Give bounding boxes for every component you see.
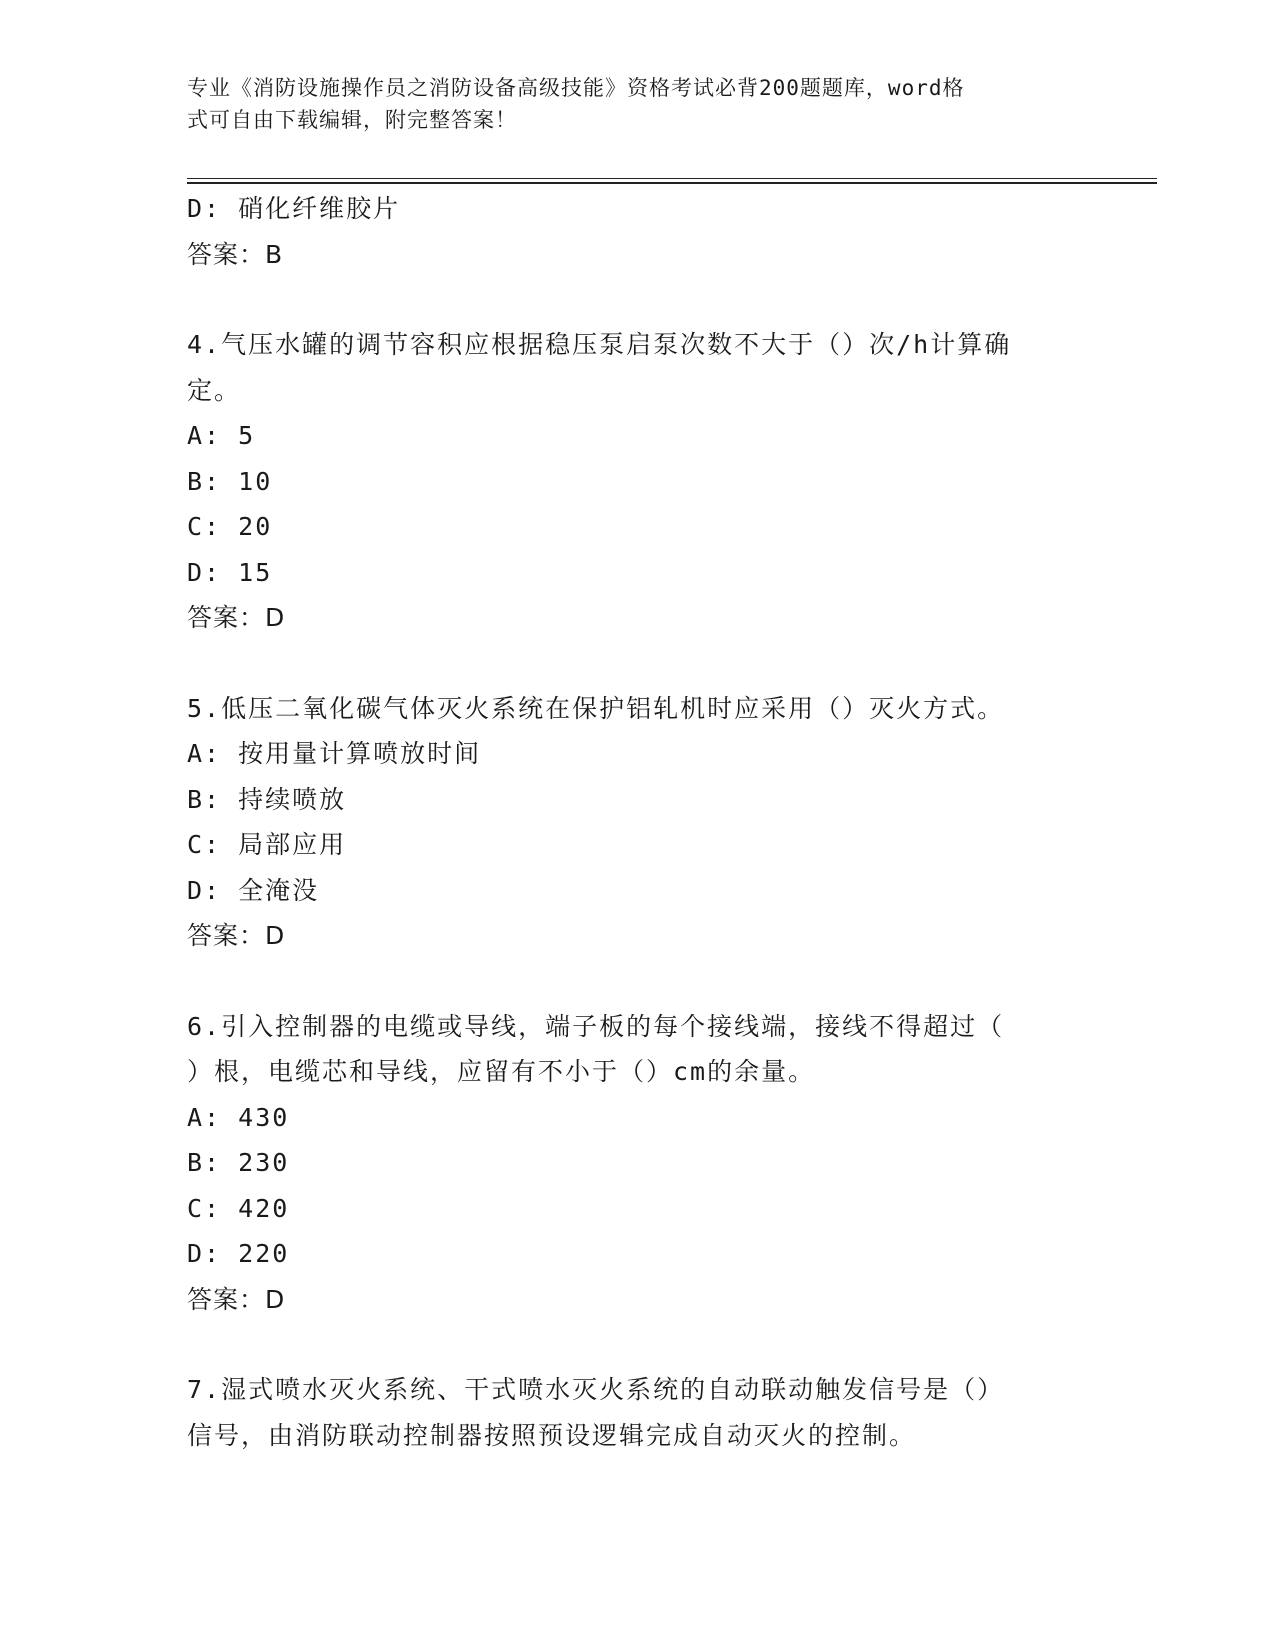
page-header xyxy=(187,72,1067,136)
question-7 xyxy=(187,1367,1067,1458)
option-c: C: 局部应用 xyxy=(187,830,347,859)
answer-line: 答案：D xyxy=(187,603,286,632)
header-line-1: 专业《消防设施操作员之消防设备高级技能》资格考试必背200题题库，word格 xyxy=(187,76,965,100)
option-d: D: 全淹没 xyxy=(187,875,320,905)
option-c: C: 20 xyxy=(187,512,273,541)
option-d: D: 220 xyxy=(187,1239,290,1268)
option-a: A: 5 xyxy=(187,421,256,450)
question-5 xyxy=(187,686,1067,959)
question-6 xyxy=(187,1004,1067,1323)
spacer xyxy=(187,1322,1067,1367)
answer-line: 答案：D xyxy=(187,921,286,950)
header-divider xyxy=(187,178,1157,184)
spacer xyxy=(187,641,1067,686)
option-a: A: 按用量计算喷放时间 xyxy=(187,739,482,768)
option-a: A: 430 xyxy=(187,1102,290,1132)
question-stem-continued: 定。 xyxy=(187,375,242,405)
option-b: B: 持续喷放 xyxy=(187,784,347,814)
header-line-2: 式可自由下载编辑，附完整答案！ xyxy=(187,108,517,132)
question-stem: 6.引入控制器的电缆或导线，端子板的每个接线端，接线不得超过（ xyxy=(187,1011,1005,1041)
option-b: B: 10 xyxy=(187,466,273,496)
answer-line: 答案：D xyxy=(187,1284,286,1314)
spacer xyxy=(187,277,1067,322)
question-stem: 7.湿式喷水灭火系统、干式喷水灭火系统的自动联动触发信号是（） xyxy=(187,1375,1005,1404)
option-d: D: 15 xyxy=(187,557,273,587)
question-stem-continued: ）根，电缆芯和导线，应留有不小于（）cm的余量。 xyxy=(187,1057,816,1086)
question-stem: 4.气压水罐的调节容积应根据稳压泵启泵次数不大于（）次/h计算确 xyxy=(187,330,1012,359)
question-4 xyxy=(187,322,1067,641)
question-stem-continued: 信号，由消防联动控制器按照预设逻辑完成自动灭火的控制。 xyxy=(187,1420,917,1450)
option-c: C: 420 xyxy=(187,1193,290,1223)
option-d: D: 硝化纤维胶片 xyxy=(187,194,401,223)
answer-line: 答案：B xyxy=(187,239,284,269)
spacer xyxy=(187,959,1067,1004)
previous-question-tail xyxy=(187,186,1067,277)
option-b: B: 230 xyxy=(187,1148,290,1177)
document-body xyxy=(187,186,1067,1458)
question-stem: 5.低压二氧化碳气体灭火系统在保护铝轧机时应采用（）灭火方式。 xyxy=(187,693,1005,723)
